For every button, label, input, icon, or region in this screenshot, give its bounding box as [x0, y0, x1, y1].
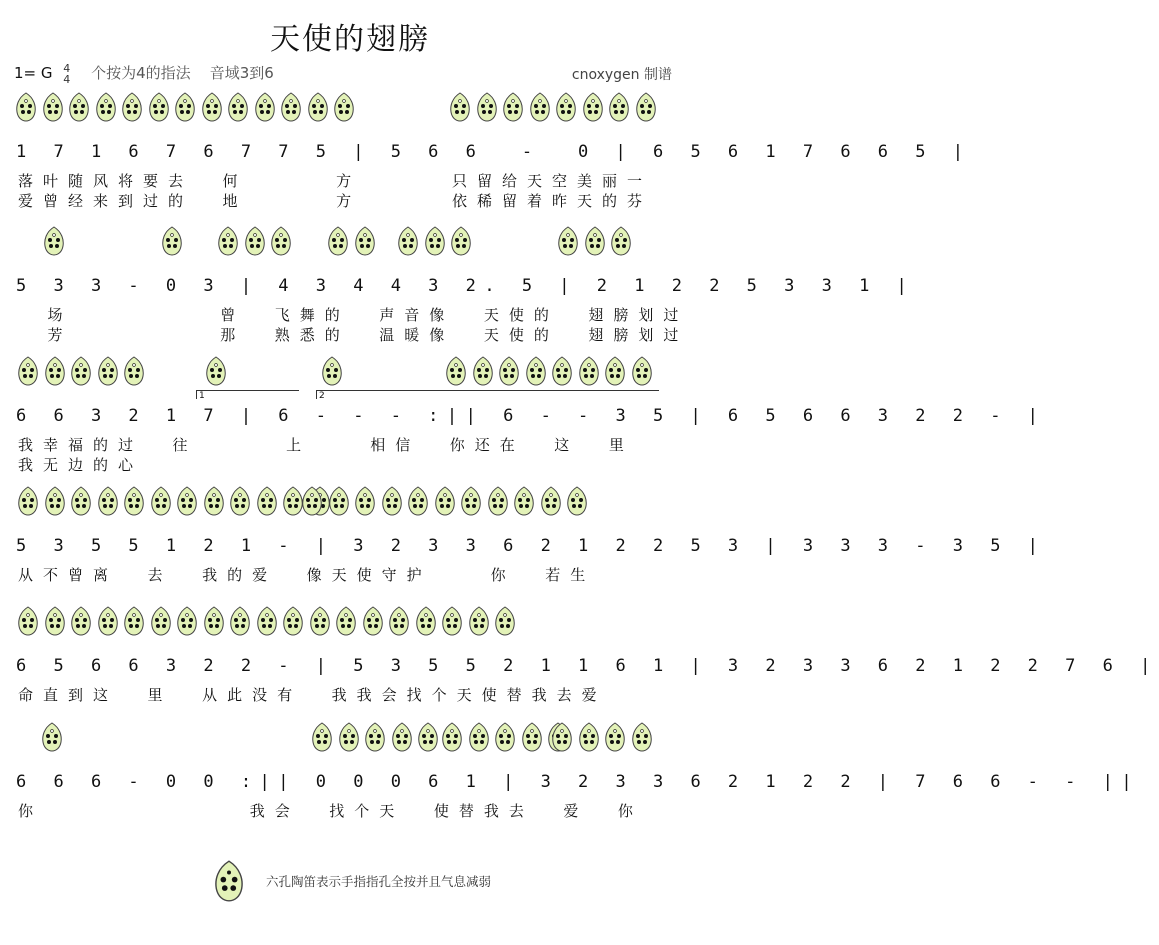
- lyric-line-verse2: 依稀留着昨天的芬: [452, 192, 653, 210]
- ocarina-fingering-icon: [69, 606, 93, 636]
- arranger-credit: cnoxygen 制谱: [571, 67, 672, 83]
- ocarina-fingering-icon: [332, 92, 356, 122]
- ocarina-fingering-icon: [41, 92, 65, 122]
- ocarina-fingering-icon: [96, 356, 120, 386]
- ocarina-fingering-icon: [581, 92, 605, 122]
- ocarina-fingering-icon: [467, 606, 491, 636]
- ocarina-fingering-icon: [471, 356, 495, 386]
- ocarina-fingering-icon: [69, 356, 93, 386]
- ocarina-fingering-icon: [69, 486, 93, 516]
- ocarina-fingering-icon: [300, 486, 324, 516]
- ocarina-fingering-icon: [444, 356, 468, 386]
- ocarina-fingering-icon: [200, 92, 224, 122]
- ocarina-fingering-icon: [14, 92, 38, 122]
- ocarina-fingering-icon: [253, 92, 277, 122]
- lyric-line: 命直到这 里 从此没有 我我会找个天使替我去爱: [18, 686, 607, 704]
- ocarina-fingering-icon: [550, 722, 574, 752]
- ocarina-fingering-icon: [42, 226, 66, 256]
- key-signature: 1= G: [14, 64, 53, 82]
- ocarina-fingering-icon: [40, 722, 64, 752]
- ocarina-fingering-icon: [310, 722, 334, 752]
- ocarina-fingering-icon: [396, 226, 420, 256]
- ocarina-fingering-icon: [173, 92, 197, 122]
- ocarina-fingering-icon: [122, 356, 146, 386]
- ocarina-fingering-icon: [609, 226, 633, 256]
- ocarina-fingering-icon: [281, 606, 305, 636]
- range-note: 音域3到6: [209, 64, 274, 82]
- ocarina-fingering-icon: [475, 92, 499, 122]
- notation-line: 5 3 3 - 0 3 | 4 3 4 4 3 2. 5 | 2 1 2 2 5 3 3 1 |: [16, 276, 916, 296]
- ocarina-fingering-icon: [320, 356, 344, 386]
- notation-line: 1 7 1 6 7 6 7 7 5 | 5 6 6 - 0 | 6 5 6 1 7 6 6 5 |: [16, 142, 972, 162]
- ocarina-fingering-icon: [390, 722, 414, 752]
- ocarina-fingering-icon: [175, 486, 199, 516]
- ocarina-fingering-icon: [353, 486, 377, 516]
- ocarina-fingering-icon: [607, 92, 631, 122]
- ocarina-fingering-icon: [583, 226, 607, 256]
- ocarina-fingering-icon: [603, 722, 627, 752]
- volta-bracket: 2: [316, 390, 659, 399]
- ocarina-fingering-icon: [361, 606, 385, 636]
- notation-line: 6 6 3 2 1 7 | 6 - - - :|| 6 - - 3 5 | 6 5 6 6 3 2 2 - |: [16, 406, 1047, 426]
- ocarina-fingering-icon: [486, 486, 510, 516]
- ocarina-fingering-icon: [423, 226, 447, 256]
- ocarina-fingering-icon: [416, 722, 440, 752]
- ocarina-fingering-icon: [243, 226, 267, 256]
- ocarina-fingering-icon: [202, 486, 226, 516]
- notation-line: 6 5 6 6 3 2 2 - | 5 3 5 5 2 1 1 6 1 | 3 2 3 3 6 2 1 2 2 7 6 |: [16, 656, 1159, 676]
- lyric-line: 我幸福的过 往 上 相信 你还在 这 里: [18, 436, 634, 454]
- ocarina-fingering-icon: [520, 722, 544, 752]
- ocarina-fingering-icon: [228, 606, 252, 636]
- ocarina-fingering-icon: [216, 226, 240, 256]
- ocarina-fingering-icon: [630, 722, 654, 752]
- ocarina-legend-icon: [212, 858, 246, 904]
- notation-line: 6 6 6 - 0 0 :|| 0 0 0 6 1 | 3 2 3 3 6 2 1 2 2 | 7 6 6 - - ||: [16, 772, 1141, 792]
- lyric-line: 场 曾 飞舞的 声音像 天使的 翅膀划过: [18, 306, 689, 324]
- ocarina-fingering-icon: [556, 226, 580, 256]
- ocarina-fingering-icon: [147, 92, 171, 122]
- ocarina-fingering-icon: [493, 606, 517, 636]
- ocarina-fingering-icon: [202, 606, 226, 636]
- ocarina-fingering-icon: [448, 92, 472, 122]
- ocarina-fingering-icon: [334, 606, 358, 636]
- ocarina-fingering-icon: [16, 606, 40, 636]
- ocarina-fingering-icon: [43, 486, 67, 516]
- lyric-line: 从不曾离 去 我的爱 像天使守护 你 若生: [18, 566, 596, 584]
- ocarina-fingering-icon: [353, 226, 377, 256]
- legend-text: 六孔陶笛表示手指指孔全按并且气息减弱: [266, 874, 492, 889]
- ocarina-fingering-icon: [577, 356, 601, 386]
- ocarina-fingering-icon: [255, 606, 279, 636]
- ocarina-fingering-icon: [43, 606, 67, 636]
- ocarina-fingering-icon: [603, 356, 627, 386]
- ocarina-fingering-icon: [363, 722, 387, 752]
- ocarina-fingering-icon: [449, 226, 473, 256]
- ocarina-fingering-icon: [539, 486, 563, 516]
- ocarina-fingering-icon: [308, 606, 332, 636]
- ocarina-fingering-icon: [149, 486, 173, 516]
- ocarina-fingering-icon: [577, 722, 601, 752]
- ocarina-fingering-icon: [406, 486, 430, 516]
- lyric-line-verse2: 芳 那 熟悉的 温暖像 天使的 翅膀划过: [18, 326, 689, 344]
- ocarina-fingering-icon: [634, 92, 658, 122]
- fingering-note: 个按为4的指法: [91, 64, 191, 82]
- notation-line: 5 3 5 5 1 2 1 - | 3 2 3 3 6 2 1 2 2 5 3 | 3 3 3 - 3 5 |: [16, 536, 1047, 556]
- ocarina-fingering-icon: [120, 92, 144, 122]
- ocarina-fingering-icon: [160, 226, 184, 256]
- lyric-line-verse2: 爱曾经来到过的 地 方: [18, 192, 362, 210]
- ocarina-fingering-icon: [326, 226, 350, 256]
- ocarina-fingering-icon: [122, 606, 146, 636]
- ocarina-fingering-icon: [279, 92, 303, 122]
- ocarina-fingering-icon: [387, 606, 411, 636]
- ocarina-fingering-icon: [414, 606, 438, 636]
- ocarina-fingering-icon: [565, 486, 589, 516]
- ocarina-fingering-icon: [16, 486, 40, 516]
- ocarina-fingering-icon: [554, 92, 578, 122]
- ocarina-fingering-icon: [327, 486, 351, 516]
- time-signature: 4 4: [63, 61, 71, 86]
- lyric-line-verse2: 我无边的心: [18, 456, 144, 474]
- ocarina-fingering-icon: [467, 722, 491, 752]
- ocarina-fingering-icon: [524, 356, 548, 386]
- score-header: [14, 62, 274, 85]
- ocarina-fingering-icon: [204, 356, 228, 386]
- ocarina-fingering-icon: [226, 92, 250, 122]
- ocarina-fingering-icon: [459, 486, 483, 516]
- ocarina-fingering-icon: [501, 92, 525, 122]
- ocarina-fingering-icon: [228, 486, 252, 516]
- ocarina-fingering-icon: [67, 92, 91, 122]
- ocarina-fingering-icon: [550, 356, 574, 386]
- ocarina-fingering-icon: [630, 356, 654, 386]
- ocarina-fingering-icon: [440, 606, 464, 636]
- song-title: 天使的翅膀: [270, 22, 430, 57]
- ocarina-fingering-icon: [255, 486, 279, 516]
- ocarina-fingering-icon: [122, 486, 146, 516]
- ocarina-fingering-icon: [493, 722, 517, 752]
- lyric-line: 你 我会 找个天 使替我去 爱 你: [18, 802, 643, 820]
- ocarina-fingering-icon: [380, 486, 404, 516]
- lyric-line: 只留给天空美丽一: [452, 172, 653, 190]
- lyric-line: 落叶随风将要去 何 方: [18, 172, 362, 190]
- ocarina-fingering-icon: [497, 356, 521, 386]
- ocarina-fingering-icon: [269, 226, 293, 256]
- ocarina-fingering-icon: [96, 486, 120, 516]
- ocarina-fingering-icon: [512, 486, 536, 516]
- ocarina-fingering-icon: [175, 606, 199, 636]
- ocarina-fingering-icon: [337, 722, 361, 752]
- ocarina-fingering-icon: [94, 92, 118, 122]
- ocarina-fingering-icon: [528, 92, 552, 122]
- ocarina-fingering-icon: [440, 722, 464, 752]
- ocarina-fingering-icon: [96, 606, 120, 636]
- ocarina-fingering-icon: [149, 606, 173, 636]
- ocarina-fingering-icon: [433, 486, 457, 516]
- ocarina-fingering-icon: [43, 356, 67, 386]
- ocarina-fingering-icon: [306, 92, 330, 122]
- volta-bracket: 1: [196, 390, 299, 399]
- ocarina-fingering-icon: [16, 356, 40, 386]
